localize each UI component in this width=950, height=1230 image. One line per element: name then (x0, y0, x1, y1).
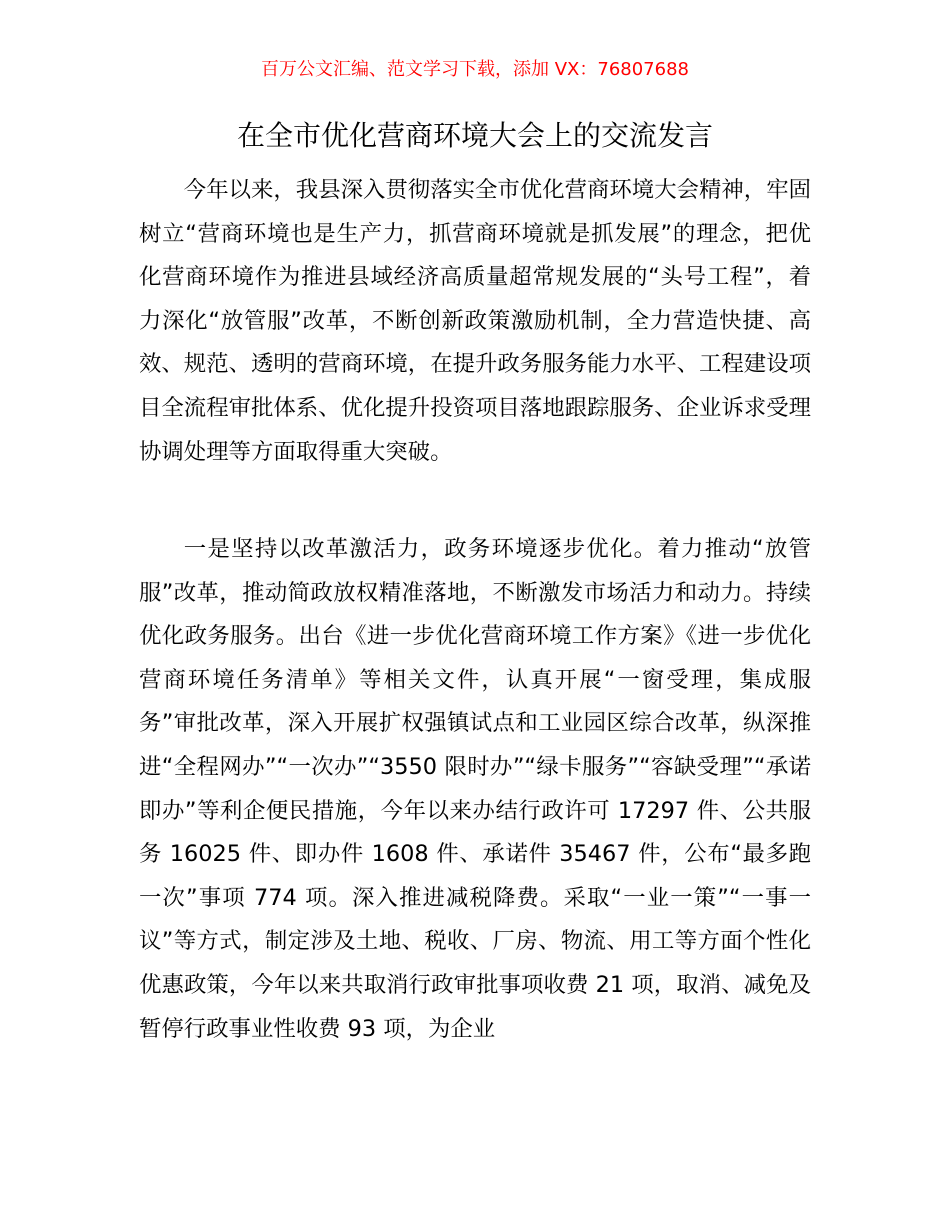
promo-header: 百万公文汇编、范文学习下载，添加 VX：76807688 (261, 59, 689, 80)
paragraph-intro: 今年以来，我县深入贯彻落实全市优化营商环境大会精神，牢固树立“营商环境也是生产力，抓营商环境就是抓发展”的理念，把优化营商环境作为推进县域经济高质量超常规发展的“头号工程”，着力深化“放管服”改革，不断创新政策激励机制，全力营造快捷、高效、规范、透明的营商环境，在提升政务服务能力水平、工程建设项目全流程审批体系、优化提升投资项目落地跟踪服务、企业诉求受理协调处理等方面取得重大突破。 (139, 177, 811, 465)
paragraph-section-one: 一是坚持以改革激活力，政务环境逐步优化。着力推动“放管服”改革，推动简政放权精准落地，不断激发市场活力和动力。持续优化政务服务。出台《进一步优化营商环境工作方案》《进一步优化营商环境任务清单》等相关文件，认真开展“一窗受理，集成服务”审批改革，深入开展扩权强镇试点和工业园区综合改革，纵深推进“全程网办”“一次办”“3550 限时办”“绿卡服务”“容缺受理”“承诺即办”等利企便民措施，今年以来办结行政许可 17297 件、公共服务 16025 件、即办件 1608 件、承诺件 35467 件，公布“最多跑一次”事项 774 项。深入推进减税降费。采取“一业一策”“一事一议”等方式，制定涉及土地、税收、厂房、物流、用工等方面个性化优惠政策，今年以来共取消行政审批事项收费 21 项，取消、减免及暂停行政事业性收费 93 项，为企业 (139, 536, 811, 1042)
document-title: 在全市优化营商环境大会上的交流发言 (236, 119, 713, 152)
